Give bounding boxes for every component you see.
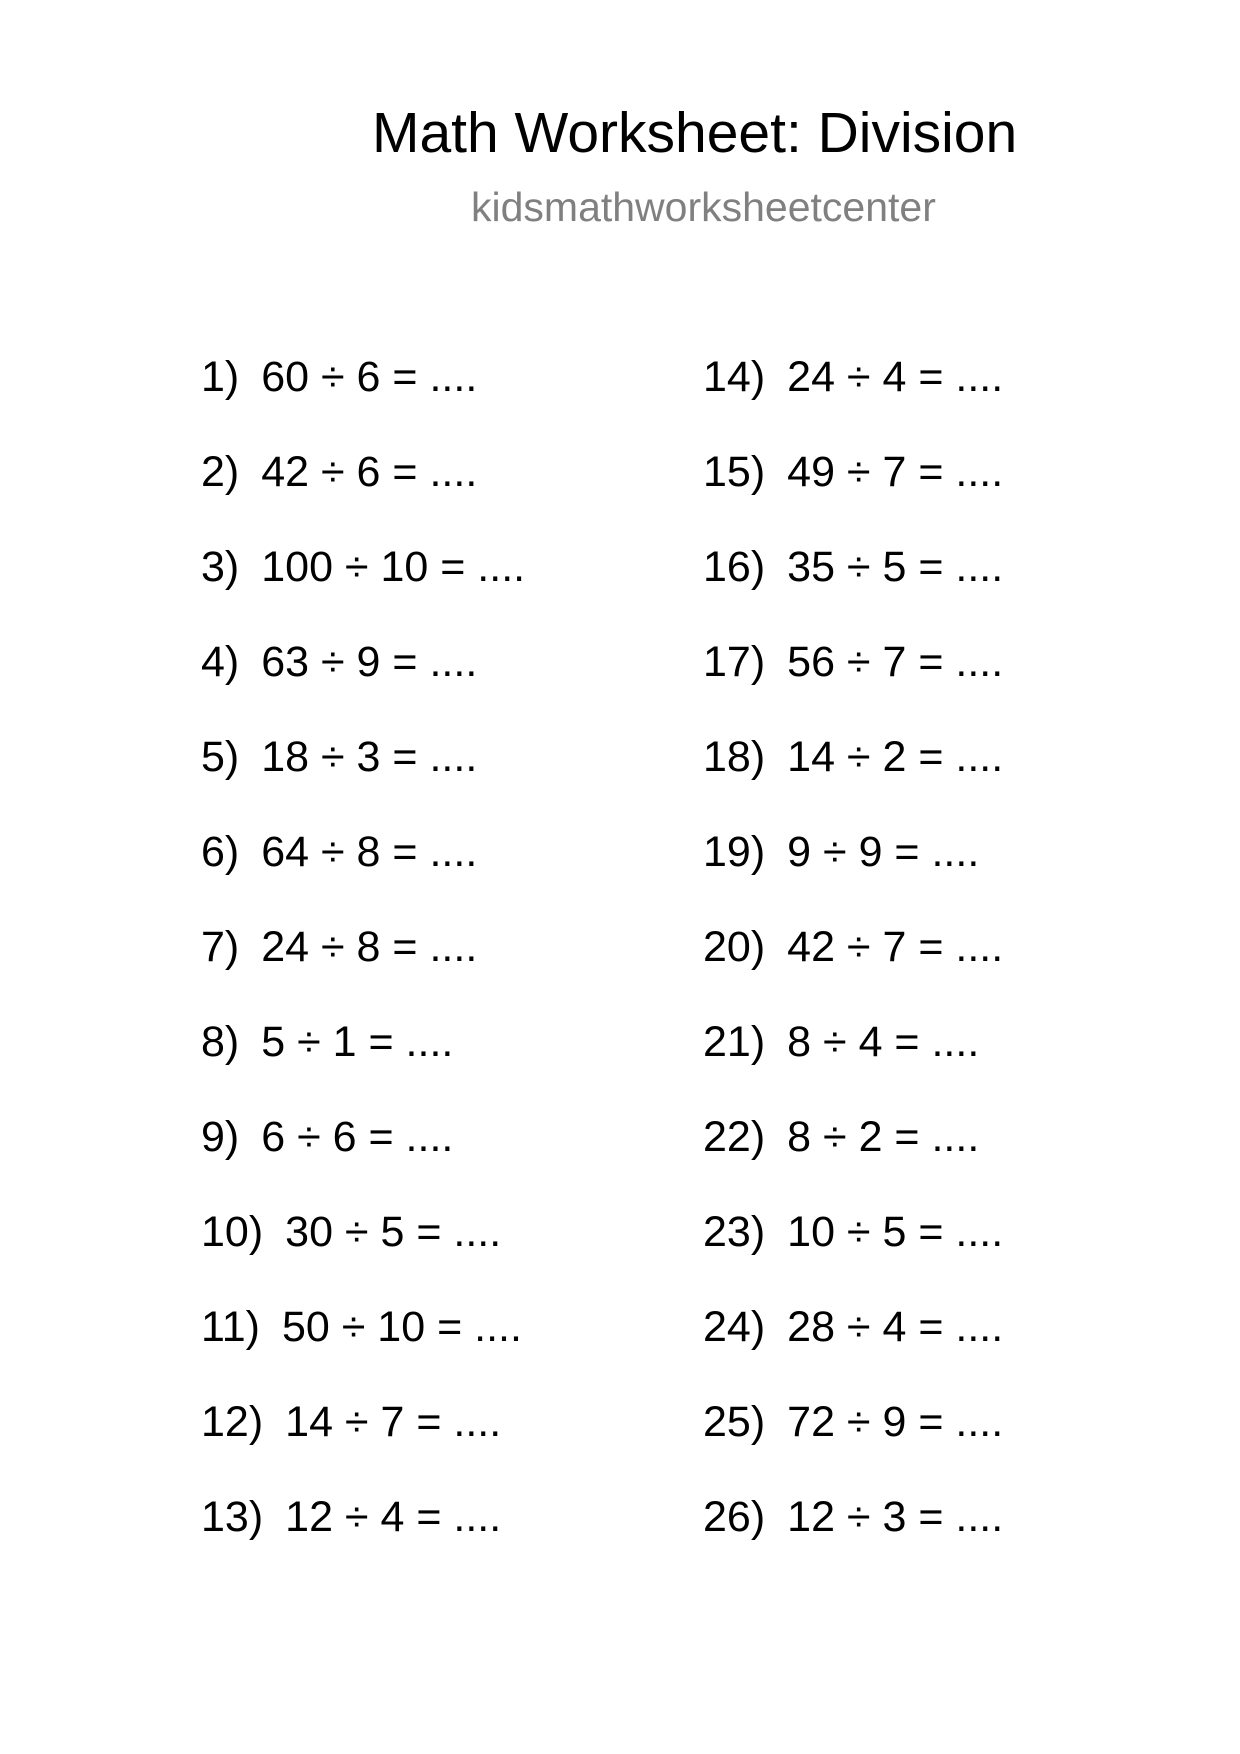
problem-expression: 28 ÷ 4 = .... xyxy=(787,1303,1004,1351)
problem-item xyxy=(703,637,1003,732)
problem-expression: 9 ÷ 9 = .... xyxy=(787,828,980,876)
problem-number: 13) xyxy=(201,1493,264,1541)
problem-item xyxy=(703,1207,1003,1302)
problem-expression: 50 ÷ 10 = .... xyxy=(281,1303,522,1351)
problem-number: 17) xyxy=(703,638,766,686)
problem-expression: 42 ÷ 6 = .... xyxy=(261,448,478,496)
worksheet-subtitle: kidsmathworksheetcenter xyxy=(471,184,936,230)
problem-number: 6) xyxy=(201,828,240,876)
problem-number: 19) xyxy=(703,828,766,876)
worksheet-title: Math Worksheet: Division xyxy=(372,101,1018,165)
problem-expression: 30 ÷ 5 = .... xyxy=(285,1208,502,1256)
problem-item xyxy=(703,1397,1003,1492)
problem-number: 7) xyxy=(201,923,240,971)
problem-expression: 60 ÷ 6 = .... xyxy=(261,353,478,401)
problem-expression: 49 ÷ 7 = .... xyxy=(787,448,1004,496)
problem-number: 8) xyxy=(201,1018,240,1066)
problem-number: 20) xyxy=(703,923,766,971)
problem-expression: 14 ÷ 2 = .... xyxy=(787,733,1004,781)
problem-item xyxy=(201,1017,525,1112)
problem-expression: 18 ÷ 3 = .... xyxy=(261,733,478,781)
problem-item xyxy=(201,1492,525,1587)
problem-expression: 12 ÷ 3 = .... xyxy=(787,1493,1004,1541)
problem-expression: 56 ÷ 7 = .... xyxy=(787,638,1004,686)
problem-number: 15) xyxy=(703,448,766,496)
problem-number: 23) xyxy=(703,1208,766,1256)
problem-number: 4) xyxy=(201,638,240,686)
problem-item xyxy=(201,1302,525,1397)
problem-number: 24) xyxy=(703,1303,766,1351)
problem-expression: 10 ÷ 5 = .... xyxy=(787,1208,1004,1256)
problem-number: 10) xyxy=(201,1208,264,1256)
problem-expression: 42 ÷ 7 = .... xyxy=(787,923,1004,971)
problems-right-column xyxy=(703,352,1003,1587)
problem-number: 21) xyxy=(703,1018,766,1066)
problem-item xyxy=(703,447,1003,542)
problem-expression: 63 ÷ 9 = .... xyxy=(261,638,478,686)
problem-number: 26) xyxy=(703,1493,766,1541)
problem-expression: 8 ÷ 2 = .... xyxy=(787,1113,980,1161)
problem-number: 2) xyxy=(201,448,240,496)
problem-expression: 24 ÷ 4 = .... xyxy=(787,353,1004,401)
problem-expression: 8 ÷ 4 = .... xyxy=(787,1018,980,1066)
problem-item xyxy=(201,637,525,732)
problem-number: 25) xyxy=(703,1398,766,1446)
problem-expression: 72 ÷ 9 = .... xyxy=(787,1398,1004,1446)
problem-item xyxy=(201,922,525,1017)
problem-item xyxy=(201,542,525,637)
problems-left-column xyxy=(201,352,525,1587)
problem-item xyxy=(201,1207,525,1302)
problem-expression: 64 ÷ 8 = .... xyxy=(261,828,478,876)
problem-expression: 24 ÷ 8 = .... xyxy=(261,923,478,971)
problem-item xyxy=(703,542,1003,637)
problem-number: 18) xyxy=(703,733,766,781)
problem-item xyxy=(703,1017,1003,1112)
problem-expression: 100 ÷ 10 = .... xyxy=(261,543,526,591)
problem-number: 5) xyxy=(201,733,240,781)
problem-expression: 6 ÷ 6 = .... xyxy=(261,1113,454,1161)
problem-item xyxy=(201,827,525,922)
problem-item xyxy=(201,732,525,827)
problem-item xyxy=(201,1397,525,1492)
problem-item xyxy=(703,1302,1003,1397)
problem-item xyxy=(703,352,1003,447)
problem-item xyxy=(703,827,1003,922)
problem-item xyxy=(703,732,1003,827)
problem-number: 22) xyxy=(703,1113,766,1161)
problem-expression: 14 ÷ 7 = .... xyxy=(285,1398,502,1446)
problem-item xyxy=(703,1112,1003,1207)
problem-number: 1) xyxy=(201,353,240,401)
problem-item xyxy=(703,922,1003,1017)
problem-expression: 12 ÷ 4 = .... xyxy=(285,1493,502,1541)
problem-number: 11) xyxy=(201,1303,260,1351)
problem-number: 12) xyxy=(201,1398,264,1446)
problem-number: 3) xyxy=(201,543,240,591)
problem-item xyxy=(201,447,525,542)
problem-expression: 35 ÷ 5 = .... xyxy=(787,543,1004,591)
problem-expression: 5 ÷ 1 = .... xyxy=(261,1018,454,1066)
problem-number: 14) xyxy=(703,353,766,401)
problem-item xyxy=(703,1492,1003,1587)
problem-item xyxy=(201,352,525,447)
problem-number: 16) xyxy=(703,543,766,591)
problem-item xyxy=(201,1112,525,1207)
problem-number: 9) xyxy=(201,1113,240,1161)
